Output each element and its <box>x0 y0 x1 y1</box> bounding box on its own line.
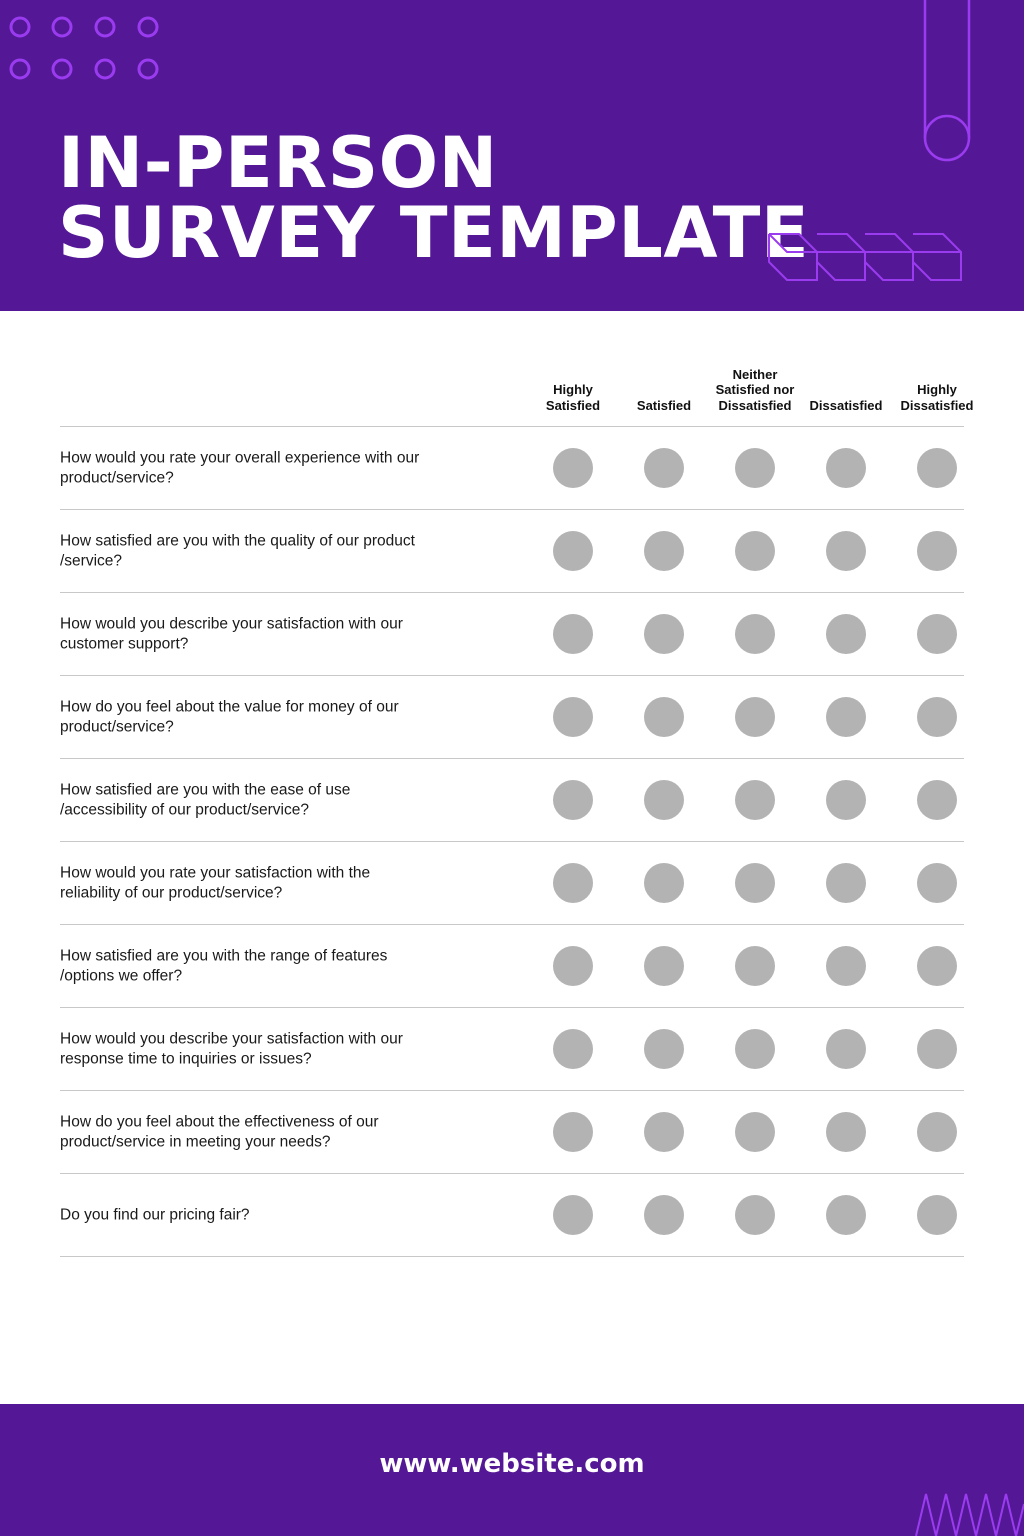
rating-radio-3[interactable] <box>735 1112 775 1152</box>
column-header-label: Dissatisfied <box>809 397 883 413</box>
rating-radio-1[interactable] <box>553 1112 593 1152</box>
question-row <box>60 1008 964 1091</box>
column-header-2 <box>619 345 709 413</box>
rating-radio-4[interactable] <box>826 531 866 571</box>
question-text: How satisfied are you with the quality of our product /service? <box>60 532 415 569</box>
header-banner <box>0 0 1024 311</box>
question-text: How would you describe your satisfaction with our response time to inquiries or issues? <box>60 1030 403 1067</box>
rating-radio-4[interactable] <box>826 946 866 986</box>
decorative-zigzag <box>766 230 966 286</box>
title-line-1: IN-PERSON <box>58 122 498 204</box>
rating-radio-2[interactable] <box>644 1195 684 1235</box>
decorative-zigzag-footer <box>914 1490 1024 1536</box>
rating-radio-2[interactable] <box>644 1112 684 1152</box>
decorative-pipe <box>922 0 972 164</box>
rating-radio-1[interactable] <box>553 1195 593 1235</box>
rating-radio-5[interactable] <box>917 448 957 488</box>
rating-radio-1[interactable] <box>553 780 593 820</box>
question-row <box>60 1091 964 1174</box>
rating-radio-3[interactable] <box>735 780 775 820</box>
rating-radio-4[interactable] <box>826 697 866 737</box>
rating-radio-5[interactable] <box>917 1112 957 1152</box>
question-row <box>60 510 964 593</box>
question-text: How would you rate your satisfaction with the reliability of our product/service? <box>60 864 371 901</box>
question-text: Do you find our pricing fair? <box>60 1206 250 1224</box>
rating-radio-2[interactable] <box>644 697 684 737</box>
website-url: www.website.com <box>379 1449 645 1479</box>
title-line-2: SURVEY TEMPLATE <box>58 192 810 274</box>
column-header-4 <box>801 345 891 413</box>
column-header-label: Highly Dissatisfied <box>900 382 974 413</box>
column-header-1 <box>528 345 618 413</box>
rating-radio-2[interactable] <box>644 531 684 571</box>
question-text: How would you rate your overall experience with our product/service? <box>60 449 420 486</box>
rating-radio-3[interactable] <box>735 1029 775 1069</box>
rating-radio-1[interactable] <box>553 697 593 737</box>
rating-radio-4[interactable] <box>826 1029 866 1069</box>
rating-radio-2[interactable] <box>644 946 684 986</box>
rating-radio-2[interactable] <box>644 1029 684 1069</box>
question-text: How do you feel about the value for money of our product/service? <box>60 698 399 735</box>
question-row <box>60 842 964 925</box>
question-row <box>60 759 964 842</box>
column-header-label: Satisfied <box>636 397 692 413</box>
survey-table <box>60 345 974 1257</box>
rating-radio-4[interactable] <box>826 1195 866 1235</box>
rating-radio-3[interactable] <box>735 614 775 654</box>
footer-banner <box>0 1404 1024 1536</box>
rating-radio-1[interactable] <box>553 614 593 654</box>
question-row <box>60 1174 964 1257</box>
rating-radio-2[interactable] <box>644 614 684 654</box>
rating-radio-1[interactable] <box>553 531 593 571</box>
rating-radio-2[interactable] <box>644 863 684 903</box>
rating-radio-4[interactable] <box>826 863 866 903</box>
rating-radio-3[interactable] <box>735 697 775 737</box>
rating-radio-2[interactable] <box>644 780 684 820</box>
rating-radio-5[interactable] <box>917 863 957 903</box>
question-text: How do you feel about the effectiveness of our product/service in meeting your needs? <box>60 1113 379 1150</box>
rating-radio-3[interactable] <box>735 448 775 488</box>
column-header-5 <box>892 345 982 413</box>
rating-radio-1[interactable] <box>553 448 593 488</box>
rating-radio-5[interactable] <box>917 1195 957 1235</box>
question-row <box>60 925 964 1008</box>
rating-radio-4[interactable] <box>826 780 866 820</box>
column-header-label: Highly Satisfied <box>545 382 601 413</box>
rating-radio-1[interactable] <box>553 863 593 903</box>
rating-radio-3[interactable] <box>735 946 775 986</box>
rating-radio-1[interactable] <box>553 946 593 986</box>
column-header-row <box>60 345 974 427</box>
rating-radio-5[interactable] <box>917 946 957 986</box>
rating-radio-5[interactable] <box>917 614 957 654</box>
rating-radio-3[interactable] <box>735 531 775 571</box>
rating-radio-5[interactable] <box>917 1029 957 1069</box>
rating-radio-2[interactable] <box>644 448 684 488</box>
rating-radio-4[interactable] <box>826 448 866 488</box>
column-header-3 <box>710 345 800 413</box>
question-text: How satisfied are you with the range of features /options we offer? <box>60 947 388 984</box>
question-text: How would you describe your satisfaction with our customer support? <box>60 615 403 652</box>
page-title <box>58 122 810 274</box>
question-text: How satisfied are you with the ease of use /accessibility of our product/service? <box>60 781 351 818</box>
rating-radio-5[interactable] <box>917 697 957 737</box>
rating-radio-5[interactable] <box>917 780 957 820</box>
rating-radio-3[interactable] <box>735 1195 775 1235</box>
rating-radio-4[interactable] <box>826 614 866 654</box>
rating-radio-5[interactable] <box>917 531 957 571</box>
rating-radio-1[interactable] <box>553 1029 593 1069</box>
rating-radio-4[interactable] <box>826 1112 866 1152</box>
decorative-circles <box>9 16 169 84</box>
question-row <box>60 427 964 510</box>
rating-radio-3[interactable] <box>735 863 775 903</box>
question-row <box>60 676 964 759</box>
column-header-label: Neither Satisfied nor Dissatisfied <box>715 366 795 413</box>
question-row <box>60 593 964 676</box>
